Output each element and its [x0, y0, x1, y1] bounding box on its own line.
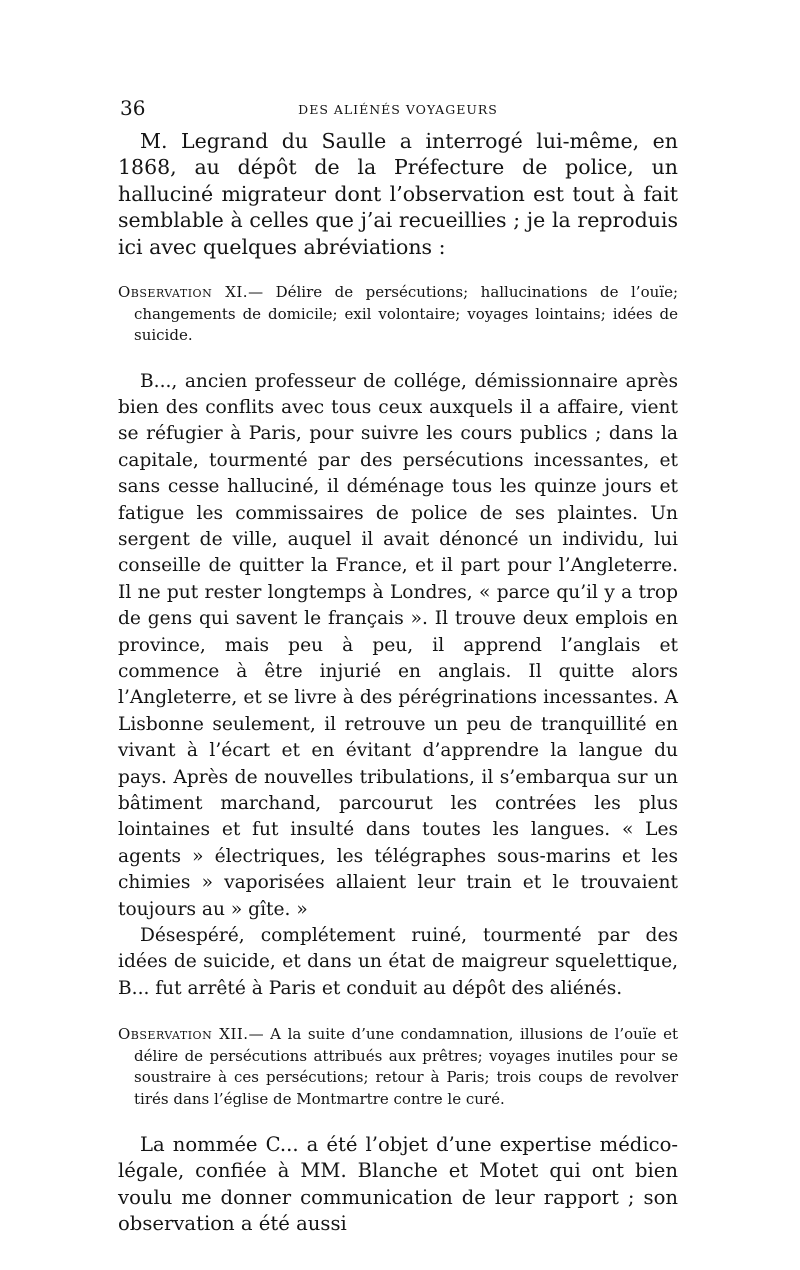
observation-xii-text: — A la suite d’une condamnation, illusions de l’ouïe et délire de persécutions attribués aux prêtres; voyages inutiles pour se soustraire à ces persécutions; retour à Paris; trois coups de revolver tirés dans l’église de Montmartre contre le curé.	[134, 1025, 678, 1108]
case-b-paragraph-1: B..., ancien professeur de collége, démissionnaire après bien des conflits avec tous ceux auxquels il a affaire, vient se réfugier à Paris, pour suivre les cours publics ; dans la capitale, tourmenté par des persécutions incessantes, et sans cesse halluciné, il déménage tous les quinze jours et fatigue les commissaires de police de ses plaintes. Un sergent de ville, auquel il avait dénoncé un individu, lui conseille de quitter la France, et il part pour l’Angleterre. Il ne put rester longtemps à Londres, « parce qu’il y a trop de gens qui savent le français ». Il trouve deux emplois en province, mais peu à peu, il apprend l’anglais et commence à être injurié en anglais. Il quitte alors l’Angleterre, et se livre à des pérégrinations incessantes. A Lisbonne seulement, il retrouve un peu de tranquillité en vivant à l’écart et en évitant d’apprendre la langue du pays. Après de nouvelles tribulations, il s’embarqua sur un bâtiment marchand, parcourut les contrées les plus lointaines et fut insulté dans toutes les langues. « Les agents » électriques, les télégraphes sous-marins et les chimies » vaporisées allaient leur train et le trouvaient toujours au » gîte. »	[118, 370, 678, 920]
observation-xii-label: Observation XII.	[118, 1025, 249, 1044]
observation-xii-summary	[118, 1024, 678, 1110]
page-number: 36	[120, 96, 146, 120]
intro-paragraph: M. Legrand du Saulle a interrogé lui-même, en 1868, au dépôt de la Préfecture de police, un halluciné migrateur dont l’observation est tout à fait semblable à celles que j’ai recueillies ; je la reproduis ici avec quelques abréviations :	[118, 129, 678, 259]
intro-block	[118, 128, 678, 260]
book-page	[118, 96, 678, 1237]
case-b-paragraph-2: Désespéré, complétement ruiné, tourmenté par des idées de suicide, et dans un état de maigreur squelettique, B... fut arrêté à Paris et conduit au dépôt des aliénés.	[118, 925, 678, 999]
running-head: DES ALIÉNÉS VOYAGEURS	[298, 102, 498, 117]
page-header	[118, 96, 678, 126]
observation-xi-label: Observation XI.	[118, 283, 249, 302]
case-c-paragraph: La nommée C... a été l’objet d’une expertise médico-légale, confiée à MM. Blanche et Motet qui ont bien voulu me donner communication de leur rapport ; son observation a été aussi	[118, 1133, 678, 1235]
observation-xi-text: — Délire de persécutions; hallucinations de l’ouïe; changements de domicile; exil volontaire; voyages lointains; idées de suicide.	[134, 283, 678, 345]
observation-xi-summary	[118, 282, 678, 347]
case-c-block	[118, 1132, 678, 1237]
case-b-block	[118, 369, 678, 1003]
